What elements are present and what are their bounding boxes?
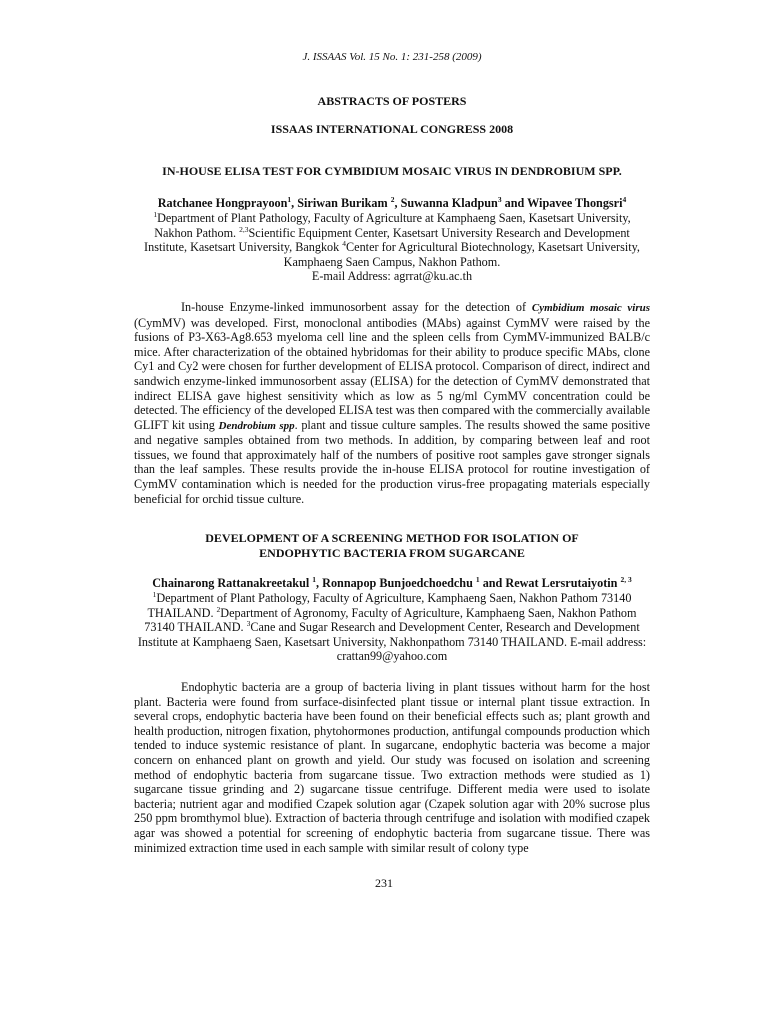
poster-abstract-2 (134, 531, 650, 855)
affiliations (134, 211, 650, 284)
author-list (134, 576, 650, 591)
poster-abstract-1 (134, 164, 650, 506)
journal-reference: J. ISSAAS Vol. 15 No. 1: 231-258 (2009) (302, 51, 482, 63)
author-separator: , (394, 196, 401, 211)
author-name: Chainarong Rattanakreetakul (152, 576, 313, 591)
abstract-body: Endophytic bacteria are a group of bacteria living in plant tissues without harm for the host plant. Bacteria were found from surface-disinfected plant tissue or internal plant tissue extraction. In several crops, endophytic bacteria have been found on their beneficial effects such as; plant growth and health production, nitrogen fixation, phytohormones production, antifungal compounds production which tended to induce systemic resistance of plant. In sugarcane, endophytic bacteria was become a major concern on enhanced plant on growth and yield. Our study was focused on isolation and screening method of endophytic bacteria from sugarcane tissue. Two extraction methods were studied as 1) sugarcane tissue grinding and 2) sugarcane tissue centrifuge. Different media were used to isolate bacteria; nutrient agar and modified Czapek solution agar (Czapek solution agar with 20% sucrose plus 250 ppm bromthymol blue). Extraction of bacteria through centrifuge and isolation with modified czapek agar was showed a potential for screening of endophytic bacteria from sugarcane tissue. There was minimized extraction time used in each sample with similar result of colony type (134, 680, 650, 855)
author-separator: , (316, 576, 323, 591)
paper-title-line: ENDOPHYTIC BACTERIA FROM SUGARCANE (259, 545, 525, 560)
author-name: Rewat Lersrutaiyotin (505, 576, 621, 591)
affiliation-text: Cane and Sugar Research and Development Center, Research and Development Institute at Kamphaeng Saen, Kasetsart University, Nakhonpathom 73140 THAILAND. E-mail address: crattan99@yahoo.com (137, 620, 647, 664)
affiliation-mark: 1 (152, 589, 157, 599)
email-address: E-mail Address: agrrat@ku.ac.th (311, 269, 473, 284)
paper-title (134, 531, 650, 560)
author-name: Suwanna Kladpun (400, 196, 498, 211)
author-affiliation-mark: 4 (622, 195, 627, 205)
page-number: 231 (375, 876, 393, 890)
author-affiliation-mark: 1 (287, 195, 292, 205)
author-name: Siriwan Burikam (297, 196, 391, 211)
abstract-body (134, 300, 650, 506)
section-heading-abstracts: ABSTRACTS OF POSTERS (317, 93, 467, 108)
species-name: Cymbidium mosaic virus (531, 301, 650, 314)
affiliation-mark: 4 (342, 239, 347, 249)
author-name: Wipavee Thongsri (527, 196, 623, 211)
paper-title: IN-HOUSE ELISA TEST FOR CYMBIDIUM MOSAIC VIRUS IN DENDROBIUM SPP. (162, 163, 622, 178)
author-separator: and (479, 576, 506, 591)
author-affiliation-mark: 2 (390, 195, 395, 205)
author-separator: , (291, 196, 298, 211)
author-affiliation-mark: 2, 3 (620, 575, 632, 585)
section-heading-congress: ISSAAS INTERNATIONAL CONGRESS 2008 (270, 122, 514, 137)
author-separator: and (501, 196, 528, 211)
affiliation-text: Department of Plant Pathology, Faculty of Agriculture at Kamphaeng Saen, Kasetsart University, Nakhon Pathom. (154, 210, 631, 240)
affiliation-text: Center for Agricultural Biotechnology, Kasetsart University, Kamphaeng Saen Campus, Nakhon Pathom. (283, 240, 640, 269)
abstract-text: In-house Enzyme-linked immunosorbent assay for the detection of (181, 299, 532, 314)
affiliation-mark: 1 (153, 209, 158, 219)
author-name: Ronnapop Bunjoedchoedchu (322, 576, 476, 591)
author-affiliation-mark: 3 (497, 195, 502, 205)
affiliations (134, 591, 650, 664)
author-affiliation-mark: 1 (475, 575, 480, 585)
abstract-text: (CymMV) was developed. First, monoclonal antibodies (MAbs) against CymMV were raised by the fusions of P3-X63-Ag8.653 myeloma cell line and the spleen cells from CymMV-immunized BALB/c mice. After characterization of the obtained hybridomas for their ability to produce specific MAbs, clone Cy1 and Cy2 were chosen for further development of ELISA protocol. Comparison of direct, indirect and sandwich enzyme-linked immunosorbent assay (ELISA) for the detection of CymMV demonstrated that indirect ELISA gave highest sensitivity which as low as 5 ng/ml CymMV concentration could be detected. The efficiency of the developed ELISA test was then compared with the commercially available GLIFT kit using (134, 315, 650, 432)
paper-title-line: DEVELOPMENT OF A SCREENING METHOD FOR ISOLATION OF (205, 531, 579, 546)
affiliation-mark: 2,3 (239, 224, 249, 234)
abstract-text: . plant and tissue culture samples. The results showed the same positive and negative samples obtained from two methods. In addition, by comparing between leaf and root tissues, we found that approximately half of the numbers of positive root samples gave stronger signals than the leaf samples. These results provide the in-house ELISA protocol for routine investigation of CymMV contamination which is needed for the production virus-free propagating materials especially beneficial for orchid tissue culture. (134, 417, 650, 506)
affiliation-mark: 3 (246, 619, 251, 629)
author-name: Ratchanee Hongprayoon (157, 196, 288, 211)
affiliation-text: Department of Agronomy, Faculty of Agriculture, Kamphaeng Saen, Nakhon Pathom 73140 THAILAND. (144, 605, 637, 635)
author-list (134, 196, 650, 211)
affiliation-text: Scientific Equipment Center, Kasetsart University Research and Development Institute, Kasetsart University, Bangkok (144, 225, 630, 255)
affiliation-text: Department of Plant Pathology, Faculty of Agriculture, Kamphaeng Saen, Nakhon Pathom 73140 THAILAND. (147, 591, 632, 620)
affiliation-mark: 2 (216, 604, 221, 614)
species-name: Dendrobium spp (218, 419, 295, 432)
author-affiliation-mark: 1 (312, 575, 317, 585)
